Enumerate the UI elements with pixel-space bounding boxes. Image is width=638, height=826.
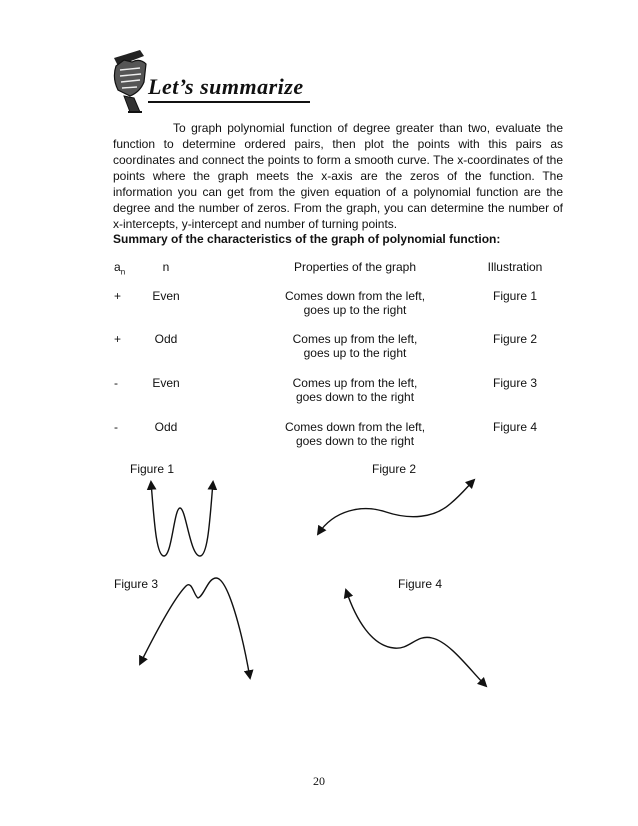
row-2-figure: Figure 2 <box>492 332 538 346</box>
row-1-figure: Figure 1 <box>492 289 538 303</box>
banner-title: Let’s summarize <box>148 74 304 99</box>
banner-underline <box>148 101 310 103</box>
figure-1-label: Figure 1 <box>130 462 175 476</box>
row-4-figure: Figure 4 <box>492 420 538 434</box>
header-an-base: a <box>114 260 121 274</box>
row-1-sign: + <box>114 289 122 303</box>
row-4-property-line2: goes down to the right <box>295 434 415 448</box>
header-illustration: Illustration <box>487 260 543 274</box>
figure-1-curve <box>151 482 213 556</box>
figure-1-graph <box>140 478 230 560</box>
header-an-sub: n <box>120 267 126 277</box>
row-2-n: Odd <box>154 332 178 346</box>
summary-heading: Summary of the characteristics of the graph of polynomial function: <box>113 232 501 246</box>
figure-3-curve <box>140 578 250 678</box>
header-properties: Properties of the graph <box>293 260 417 274</box>
figure-2-curve <box>318 480 474 534</box>
header-n: n <box>162 260 170 274</box>
row-1-property-line2: goes up to the right <box>303 303 407 317</box>
row-1-n: Even <box>152 289 180 303</box>
row-3-sign: - <box>114 376 118 390</box>
row-3-figure: Figure 3 <box>492 376 538 390</box>
figure-4-label: Figure 4 <box>398 577 443 591</box>
figure-3-label: Figure 3 <box>114 577 159 591</box>
intro-text: To graph polynomial function of degree greater than two, evaluate the function to determine ordered pairs, then plot the points with this pairs as coordinates and connect the points to form a smooth curve. The x-coordinates of the points where the graph meets the x-axis are the zeros of the function. The information you can get from the given equation of a polynomial function are the degree and the number of zeros. From the graph, you can determine the number of x-intercepts, y-intercept and number of turning points. <box>113 121 563 231</box>
page-number: 20 <box>313 774 325 788</box>
intro-paragraph <box>113 120 563 232</box>
row-4-sign: - <box>114 420 118 434</box>
row-4-property-line1: Comes down from the left, <box>284 420 426 434</box>
row-4-n: Odd <box>154 420 178 434</box>
row-2-sign: + <box>114 332 122 346</box>
figure-2-graph <box>314 478 484 540</box>
row-3-n: Even <box>152 376 180 390</box>
row-2-property-line2: goes up to the right <box>303 346 407 360</box>
row-3-property-line1: Comes up from the left, <box>292 376 418 390</box>
header-an <box>114 259 125 280</box>
row-1-property-line1: Comes down from the left, <box>284 289 426 303</box>
figure-3-graph <box>134 572 264 684</box>
figure-4-curve <box>346 590 486 686</box>
figure-4-graph <box>338 586 494 690</box>
figure-2-label: Figure 2 <box>372 462 417 476</box>
row-3-property-line2: goes down to the right <box>295 390 415 404</box>
row-2-property-line1: Comes up from the left, <box>292 332 418 346</box>
